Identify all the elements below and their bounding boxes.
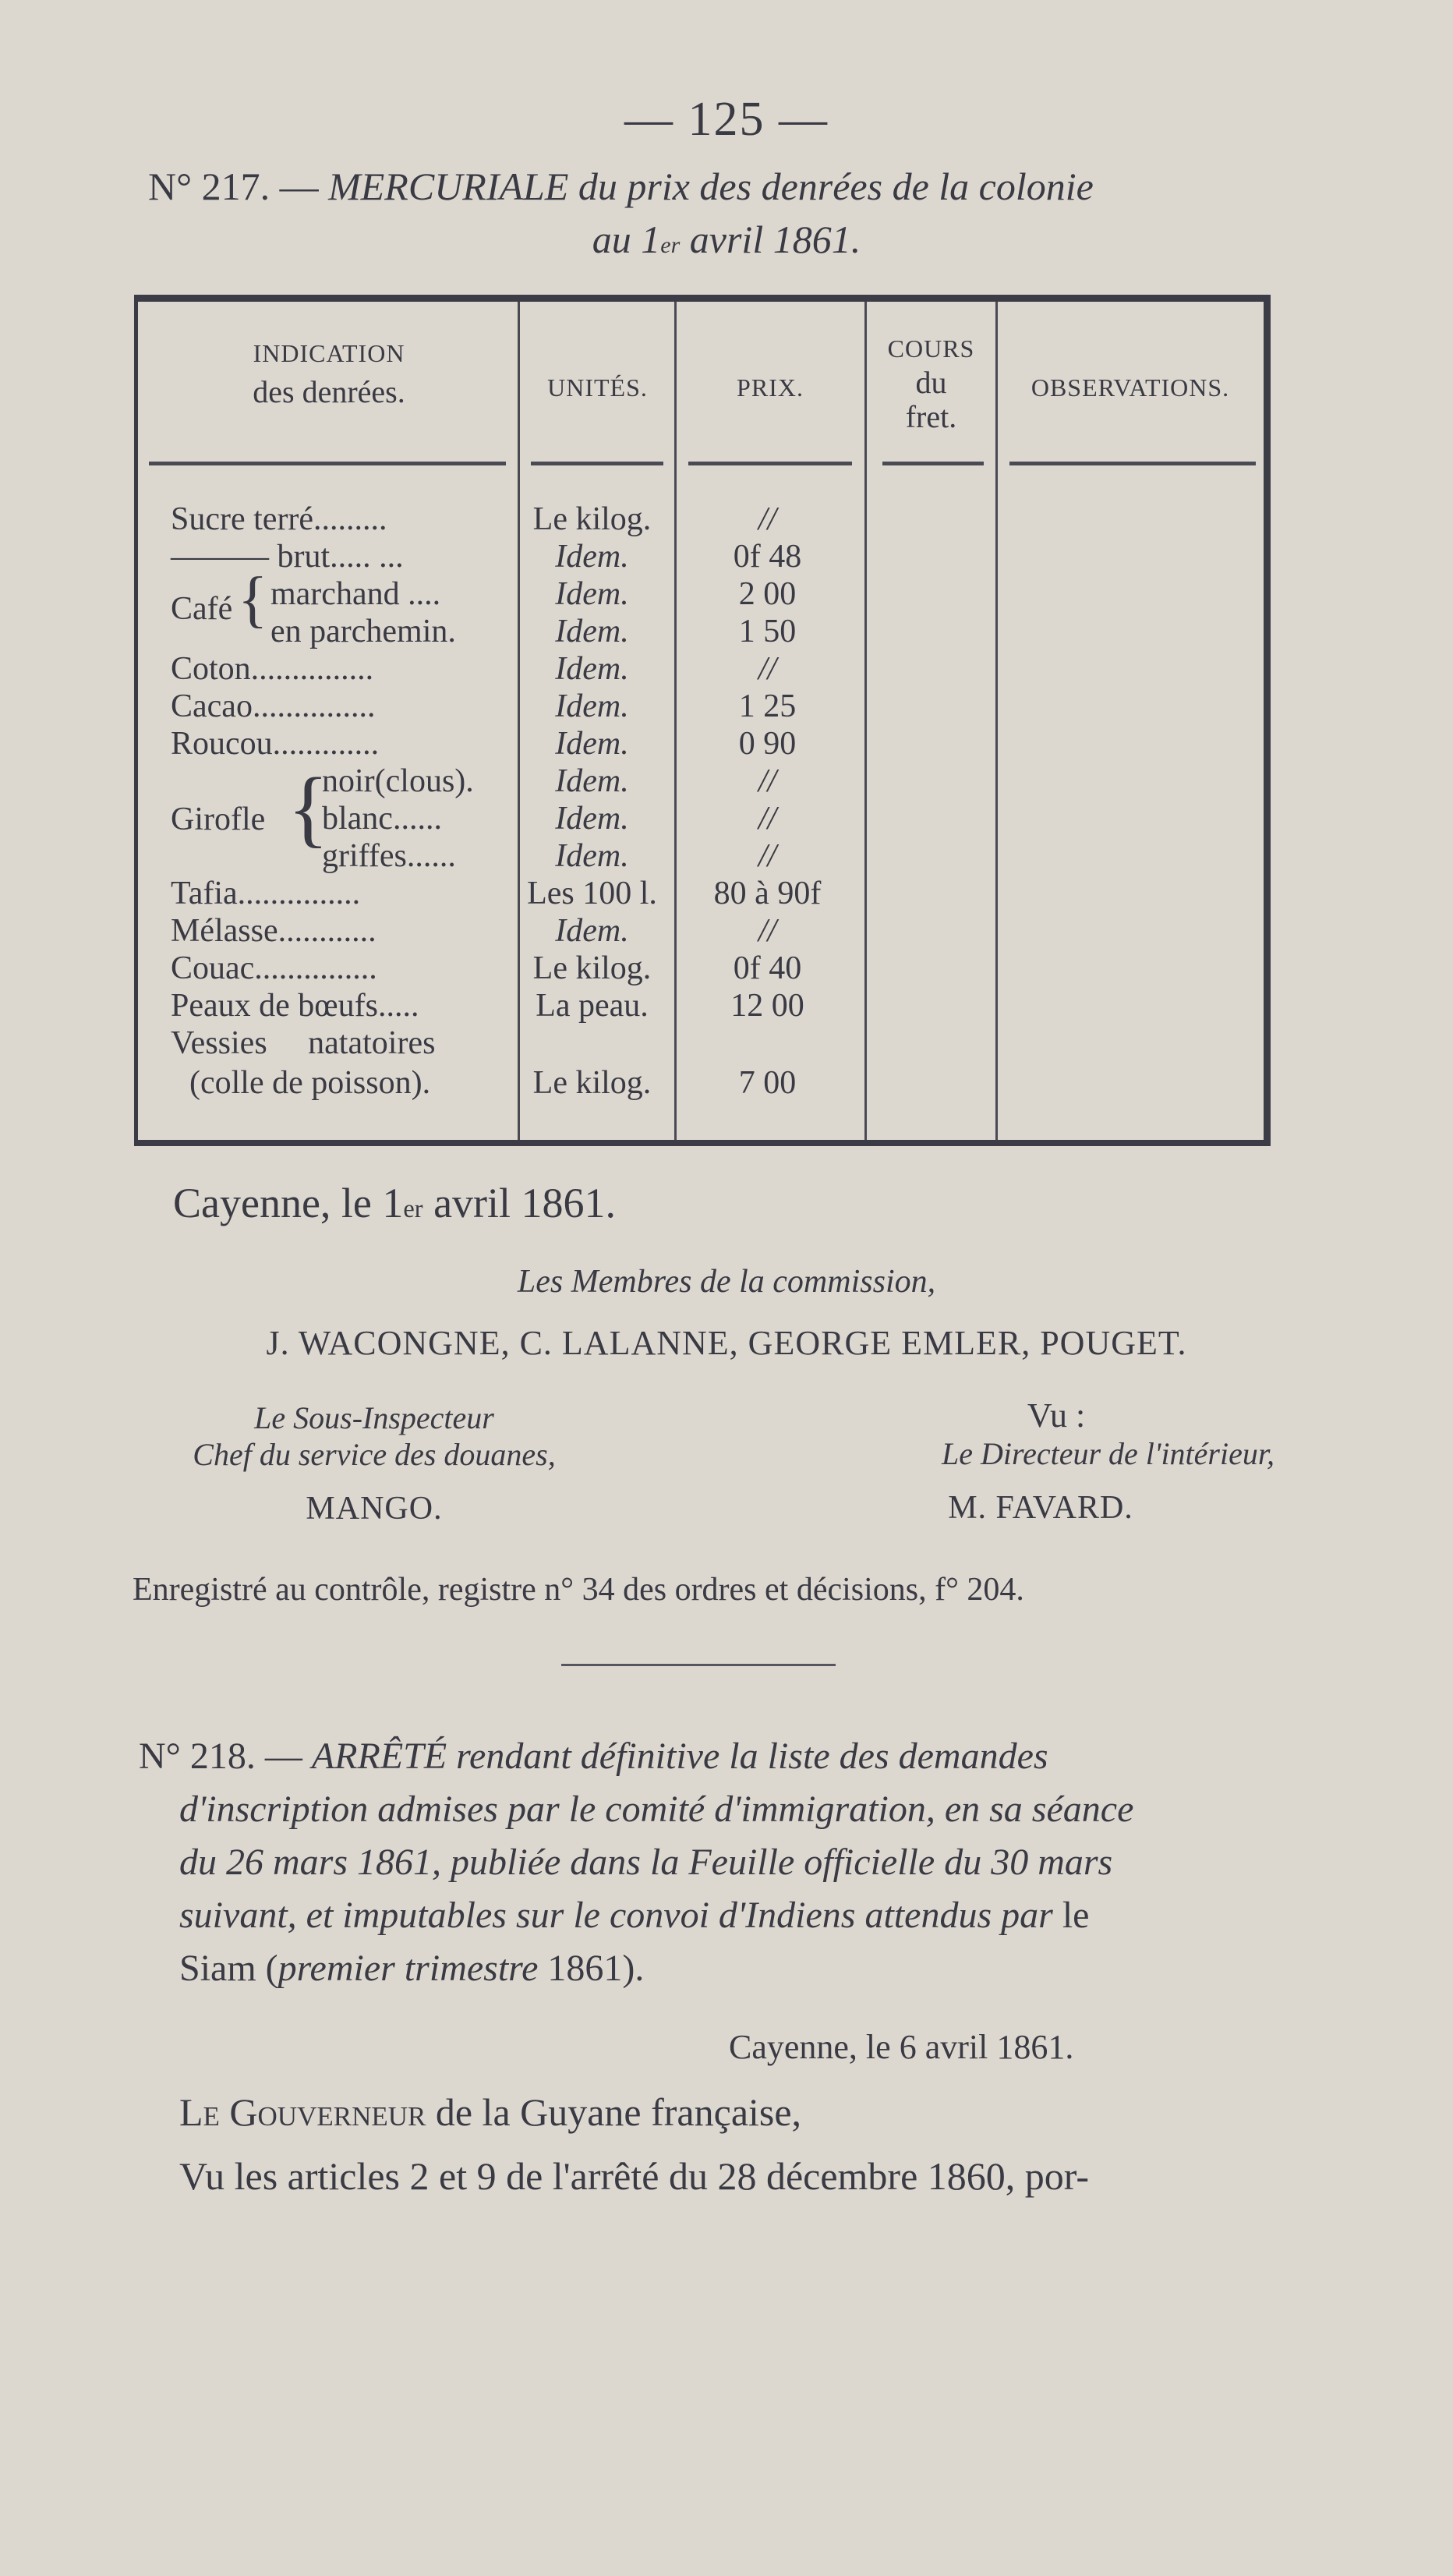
commission-label: Les Membres de la commission, bbox=[517, 1264, 936, 1300]
table-row bbox=[138, 987, 1264, 1024]
right-sig-name: M. FAVARD. bbox=[948, 1490, 1133, 1526]
doc-218-line5 bbox=[179, 1947, 644, 1990]
place-date-pre: Cayenne, le 1 bbox=[173, 1180, 404, 1226]
row-unit: Le kilog. bbox=[532, 950, 652, 986]
doc-217-number: N° 217. — bbox=[148, 165, 319, 208]
doc-218-line5-post: 1861). bbox=[547, 1948, 645, 1989]
place-date-post: avril 1861. bbox=[433, 1180, 617, 1226]
row-name: Couac............... bbox=[171, 950, 377, 986]
row-price: 2 00 bbox=[738, 576, 797, 612]
row-unit: La peau. bbox=[536, 988, 649, 1024]
row-price: // bbox=[758, 913, 777, 949]
left-sig-line1: Le Sous-Inspecteur bbox=[254, 1400, 494, 1435]
header-rule bbox=[882, 462, 984, 465]
table-row bbox=[138, 501, 1264, 538]
mercuriale-table bbox=[134, 295, 1271, 1146]
row-name: Tafia............... bbox=[171, 876, 361, 911]
row-price: 1 50 bbox=[738, 614, 797, 649]
header-rule bbox=[688, 462, 852, 465]
table-row bbox=[138, 688, 1264, 725]
doc-218-line4-italic: suivant, et imputables sur le convoi d'Indiens attendus par bbox=[179, 1895, 1053, 1936]
table-row bbox=[138, 912, 1264, 950]
row-price: // bbox=[758, 763, 777, 799]
row-unit: Idem. bbox=[555, 726, 629, 762]
brace-icon: { bbox=[288, 760, 329, 855]
row-name: Coton............... bbox=[171, 651, 374, 687]
row-price: // bbox=[758, 838, 777, 874]
row-price: 0f 40 bbox=[733, 950, 802, 986]
table-row bbox=[138, 837, 1264, 875]
row-name: Cacao............... bbox=[171, 688, 376, 724]
header-observations: OBSERVATIONS. bbox=[1031, 373, 1230, 402]
row-unit: Idem. bbox=[555, 576, 629, 612]
table-row bbox=[138, 1024, 1264, 1062]
row-unit: Le kilog. bbox=[532, 501, 652, 537]
doc-217-date-line bbox=[0, 217, 1453, 262]
header-rule bbox=[531, 462, 663, 465]
doc-218-line5-italic: premier trimestre bbox=[278, 1948, 539, 1989]
left-signature bbox=[140, 1399, 608, 1527]
row-unit: Idem. bbox=[555, 763, 629, 799]
table-row bbox=[138, 950, 1264, 987]
left-sig-line2: Chef du service des douanes, bbox=[193, 1437, 556, 1472]
table-row bbox=[138, 1064, 1264, 1102]
doc-218-line3: du 26 mars 1861, publiée dans la Feuille officielle du 30 mars bbox=[179, 1842, 1113, 1883]
row-unit: Le kilog. bbox=[532, 1065, 652, 1101]
doc-218-line4-rest: le bbox=[1062, 1895, 1090, 1936]
group-label-girofle: Girofle bbox=[171, 801, 266, 837]
row-name: griffes...... bbox=[322, 838, 456, 874]
row-price: // bbox=[758, 501, 777, 537]
doc-218-date: Cayenne, le 6 avril 1861. bbox=[729, 2028, 1074, 2066]
row-name: Vessies natatoires bbox=[171, 1025, 436, 1061]
row-unit: Idem. bbox=[555, 688, 629, 724]
date-line-post: avril 1861. bbox=[689, 218, 861, 261]
row-name: noir(clous). bbox=[322, 763, 474, 799]
header-prix: PRIX. bbox=[737, 373, 804, 402]
right-signature bbox=[807, 1396, 1274, 1527]
row-name: marchand .... bbox=[270, 576, 441, 612]
header-rule bbox=[1009, 462, 1256, 465]
place-date bbox=[173, 1179, 616, 1227]
place-date-sup: er bbox=[403, 1195, 423, 1223]
row-unit: Idem. bbox=[555, 801, 629, 837]
doc-218-line4 bbox=[179, 1894, 1089, 1937]
header-indication-line2: des denrées. bbox=[253, 374, 405, 409]
row-unit: Idem. bbox=[555, 651, 629, 687]
section-divider bbox=[561, 1664, 836, 1666]
row-unit: Idem. bbox=[555, 913, 629, 949]
row-name: Roucou............. bbox=[171, 726, 380, 762]
header-cours-line3: fret. bbox=[905, 399, 957, 434]
gouverneur-line bbox=[179, 2089, 801, 2135]
left-sig-name: MANGO. bbox=[306, 1491, 443, 1527]
row-price: // bbox=[758, 801, 777, 837]
header-unites: UNITÉS. bbox=[547, 373, 648, 402]
table-row bbox=[138, 875, 1264, 912]
row-price: 1 25 bbox=[738, 688, 797, 724]
table-row bbox=[138, 575, 1264, 613]
row-price: 0 90 bbox=[738, 726, 797, 762]
header-indication bbox=[154, 336, 504, 409]
doc-217-title bbox=[148, 164, 1094, 209]
row-price: // bbox=[758, 651, 777, 687]
row-price: 12 00 bbox=[730, 988, 804, 1024]
doc-218-line2: d'inscription admises par le comité d'immigration, en sa séance bbox=[179, 1789, 1134, 1830]
right-sig-line1: Le Directeur de l'intérieur, bbox=[942, 1436, 1274, 1471]
row-name: Sucre terré......... bbox=[171, 501, 387, 537]
date-line-sup: er bbox=[660, 232, 681, 258]
date-line-pre: au 1 bbox=[592, 218, 661, 261]
table-row bbox=[138, 725, 1264, 763]
group-label-cafe: Café bbox=[171, 591, 233, 627]
doc-218-line1 bbox=[139, 1735, 1048, 1778]
page-number: — 125 — bbox=[624, 93, 829, 146]
row-unit: Idem. bbox=[555, 614, 629, 649]
row-name: blanc...... bbox=[322, 801, 442, 837]
table-row bbox=[138, 613, 1264, 650]
header-rule bbox=[149, 462, 506, 465]
row-name: Mélasse............ bbox=[171, 913, 377, 949]
right-sig-line0: Vu : bbox=[1027, 1396, 1086, 1435]
doc-218-line1-text: ARRÊTÉ rendant définitive la liste des demandes bbox=[311, 1736, 1048, 1777]
enregistre-line: Enregistré au contrôle, registre n° 34 des ordres et décisions, f° 204. bbox=[133, 1572, 1024, 1608]
table-row bbox=[138, 800, 1264, 837]
row-price: 0f 48 bbox=[733, 539, 802, 575]
row-price: 7 00 bbox=[738, 1065, 797, 1101]
table-row bbox=[138, 538, 1264, 575]
row-name: Peaux de bœufs..... bbox=[171, 988, 419, 1024]
brace-icon: { bbox=[238, 565, 268, 634]
header-cours-line1: COURS bbox=[887, 334, 975, 363]
gouverneur-sc: Le Gouverneur bbox=[179, 2090, 426, 2134]
header-indication-line1: INDICATION bbox=[253, 339, 405, 367]
header-cours bbox=[867, 331, 995, 434]
row-unit: Idem. bbox=[555, 539, 629, 575]
commission-names: J. WACONGNE, C. LALANNE, GEORGE EMLER, POUGET. bbox=[266, 1324, 1187, 1362]
doc-217-title-italic: MERCURIALE bbox=[328, 165, 569, 208]
row-unit: Idem. bbox=[555, 838, 629, 874]
gouverneur-rest: de la Guyane française, bbox=[435, 2090, 802, 2134]
header-cours-line2: du bbox=[915, 365, 947, 400]
row-price: 80 à 90f bbox=[713, 876, 822, 911]
doc-218-number: N° 218. — bbox=[139, 1736, 302, 1777]
doc-217-title-rest: du prix des denrées de la colonie bbox=[578, 165, 1094, 208]
row-name: en parchemin. bbox=[270, 614, 456, 649]
table-row bbox=[138, 763, 1264, 800]
vu-line: Vu les articles 2 et 9 de l'arrêté du 28 décembre 1860, por- bbox=[179, 2154, 1090, 2198]
table-row bbox=[138, 650, 1264, 688]
row-name: ——— brut..... ... bbox=[171, 539, 404, 575]
row-name: (colle de poisson). bbox=[189, 1065, 431, 1101]
row-unit: Les 100 l. bbox=[527, 876, 657, 911]
doc-218-line5-pre: Siam ( bbox=[179, 1948, 278, 1989]
